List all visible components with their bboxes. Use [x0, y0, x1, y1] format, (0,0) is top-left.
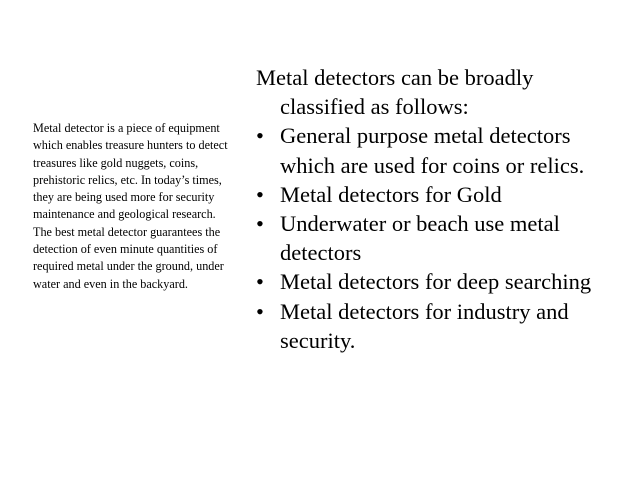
bullet-icon: •	[256, 269, 264, 295]
list-item-text: Underwater or beach use metal detectors	[280, 211, 560, 266]
bullet-icon: •	[256, 123, 264, 149]
list-item	[256, 267, 601, 296]
bullet-icon: •	[256, 298, 264, 324]
list-item	[256, 297, 601, 355]
list-item	[256, 180, 601, 209]
classification-list	[256, 121, 601, 355]
classification-block	[256, 63, 601, 355]
classification-intro: Metal detectors can be broadly classified as follows:	[256, 65, 534, 120]
bullet-icon: •	[256, 181, 264, 207]
bullet-icon: •	[256, 211, 264, 237]
description-paragraph: Metal detector is a piece of equipment which enables treasure hunters to detect treasures like gold nuggets, coins, prehistoric relics, etc. In today’s times, they are being used more for security maintenance and geological research. The best metal detector guarantees the detection of even minute quantities of required metal under the ground, under water and even in the backyard.	[33, 121, 228, 291]
list-item-text: Metal detectors for industry and security.	[280, 298, 569, 353]
list-item	[256, 121, 601, 179]
list-item-text: Metal detectors for Gold	[280, 181, 502, 207]
list-item-text: Metal detectors for deep searching	[280, 269, 592, 295]
list-item	[256, 209, 601, 267]
list-item-text: General purpose metal detectors which are used for coins or relics.	[280, 123, 585, 178]
